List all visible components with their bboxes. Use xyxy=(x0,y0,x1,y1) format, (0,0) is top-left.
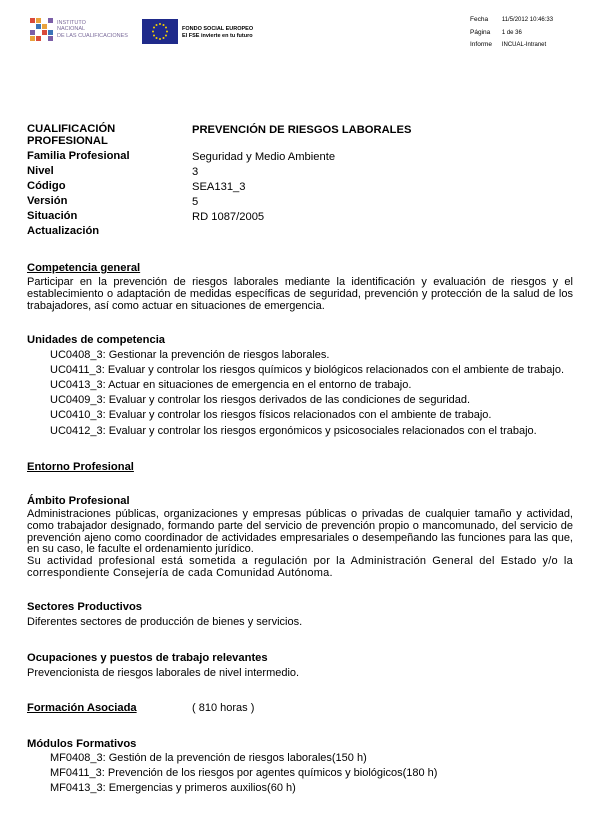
entorno-heading: Entorno Profesional xyxy=(27,461,134,473)
field-label: Situación xyxy=(27,210,78,222)
field-value: SEA131_3 xyxy=(192,181,246,193)
field-value: 5 xyxy=(192,196,199,208)
ambito-text-regulation: Su actividad profesional está sometida a regulación por la Administración General del Estado y/o la correspondiente Consejería de cada Comunidad Autónoma. xyxy=(27,555,573,579)
fse-logo-text xyxy=(182,26,253,39)
meta-row-fecha xyxy=(470,14,553,27)
field-label: CUALIFICACIÓN PROFESIONAL xyxy=(27,123,116,147)
ocupaciones-heading: Ocupaciones y puestos de trabajo relevantes xyxy=(27,652,268,664)
meta-value: 11/5/2012 10:46:33 xyxy=(501,17,554,23)
institute-line: DE LAS CUALIFICACIONES xyxy=(57,32,128,39)
meta-row-informe xyxy=(470,39,553,52)
unit-item: UC0412_3: Evaluar y controlar los riesgos ergonómicos y psicosociales relacionados con el trabajo. xyxy=(50,425,537,437)
unit-item: UC0409_3: Evaluar y controlar los riesgos derivados de las condiciones de seguridad. xyxy=(50,394,471,406)
formacion-hours: ( 810 horas ) xyxy=(192,702,255,714)
unit-item: UC0413_3: Actuar en situaciones de emergencia en el entorno de trabajo. xyxy=(50,379,412,391)
meta-row-pagina xyxy=(470,27,553,40)
meta-label: Informe xyxy=(470,41,493,48)
sectores-heading: Sectores Productivos xyxy=(27,601,143,613)
module-item: MF0413_3: Emergencias y primeros auxilios(60 h) xyxy=(50,782,296,794)
fund-line: FONDO SOCIAL EUROPEO xyxy=(182,26,254,32)
field-value: Seguridad y Medio Ambiente xyxy=(192,151,336,163)
meta-label: Página xyxy=(470,28,491,36)
field-label: Versión xyxy=(27,195,68,207)
modulos-heading: Módulos Formativos xyxy=(27,738,137,750)
incual-logo-text xyxy=(57,20,128,39)
incual-logo xyxy=(30,18,134,48)
field-value: 3 xyxy=(192,166,199,178)
fund-line: El FSE invierte en tu futuro xyxy=(182,32,253,39)
field-label: Actualización xyxy=(27,225,100,237)
meta-value: INCUAL-Intranet xyxy=(501,42,547,48)
ambito-text: Administraciones públicas, organizaciones y empresas públicas o privadas de cualquier tamaño y actividad, como trabajador designado, formando parte del servicio de prevención propio o mancomunado, del servicio de prevención ajeno como coordinador de actividades empresariales o desempeñando las funciones para las que, en su caso, le faculte el ordenamiento jurídico. xyxy=(27,508,573,556)
field-value: RD 1087/2005 xyxy=(192,211,265,223)
unit-item: UC0410_3: Evaluar y controlar los riesgos físicos relacionados con el ambiente de trabajo. xyxy=(50,409,492,421)
report-meta xyxy=(470,14,553,52)
meta-value: 1 de 36 xyxy=(501,29,522,36)
competencia-text: Participar en la prevención de riesgos laborales mediante la identificación y evaluación de riesgos y el establecimiento o adaptación de medidas específicas de seguridad, prevención y protección de la salud de los trabajadores, así como actuar en situaciones de emergencia. xyxy=(27,276,573,312)
field-label: Nivel xyxy=(27,165,54,177)
ambito-heading: Ámbito Profesional xyxy=(27,495,130,507)
incual-logo-mark xyxy=(30,18,54,42)
fse-logo xyxy=(142,18,282,46)
module-item: MF0411_3: Prevención de los riesgos por agentes químicos y biológicos(180 h) xyxy=(50,767,438,779)
field-label: Código xyxy=(27,180,66,192)
sectores-text: Diferentes sectores de producción de bienes y servicios. xyxy=(27,616,303,628)
qualification-title: PREVENCIÓN DE RIESGOS LABORALES xyxy=(192,124,412,136)
institute-line: INSTITUTO xyxy=(57,20,86,26)
field-label: Familia Profesional xyxy=(27,150,130,162)
meta-label: Fecha xyxy=(470,16,489,23)
module-item: MF0408_3: Gestión de la prevención de riesgos laborales(150 h) xyxy=(50,752,367,764)
unit-item: UC0411_3: Evaluar y controlar los riesgos químicos y biológicos relacionados con el ambiente de trabajo. xyxy=(50,364,565,376)
unit-item: UC0408_3: Gestionar la prevención de riesgos laborales. xyxy=(50,349,330,361)
unidades-heading: Unidades de competencia xyxy=(27,334,166,346)
institute-line: NACIONAL xyxy=(57,26,86,33)
competencia-heading: Competencia general xyxy=(27,262,141,274)
eu-flag-icon xyxy=(142,19,178,44)
ocupaciones-text: Prevencionista de riesgos laborales de nivel intermedio. xyxy=(27,667,300,679)
formacion-heading: Formación Asociada xyxy=(27,702,137,714)
